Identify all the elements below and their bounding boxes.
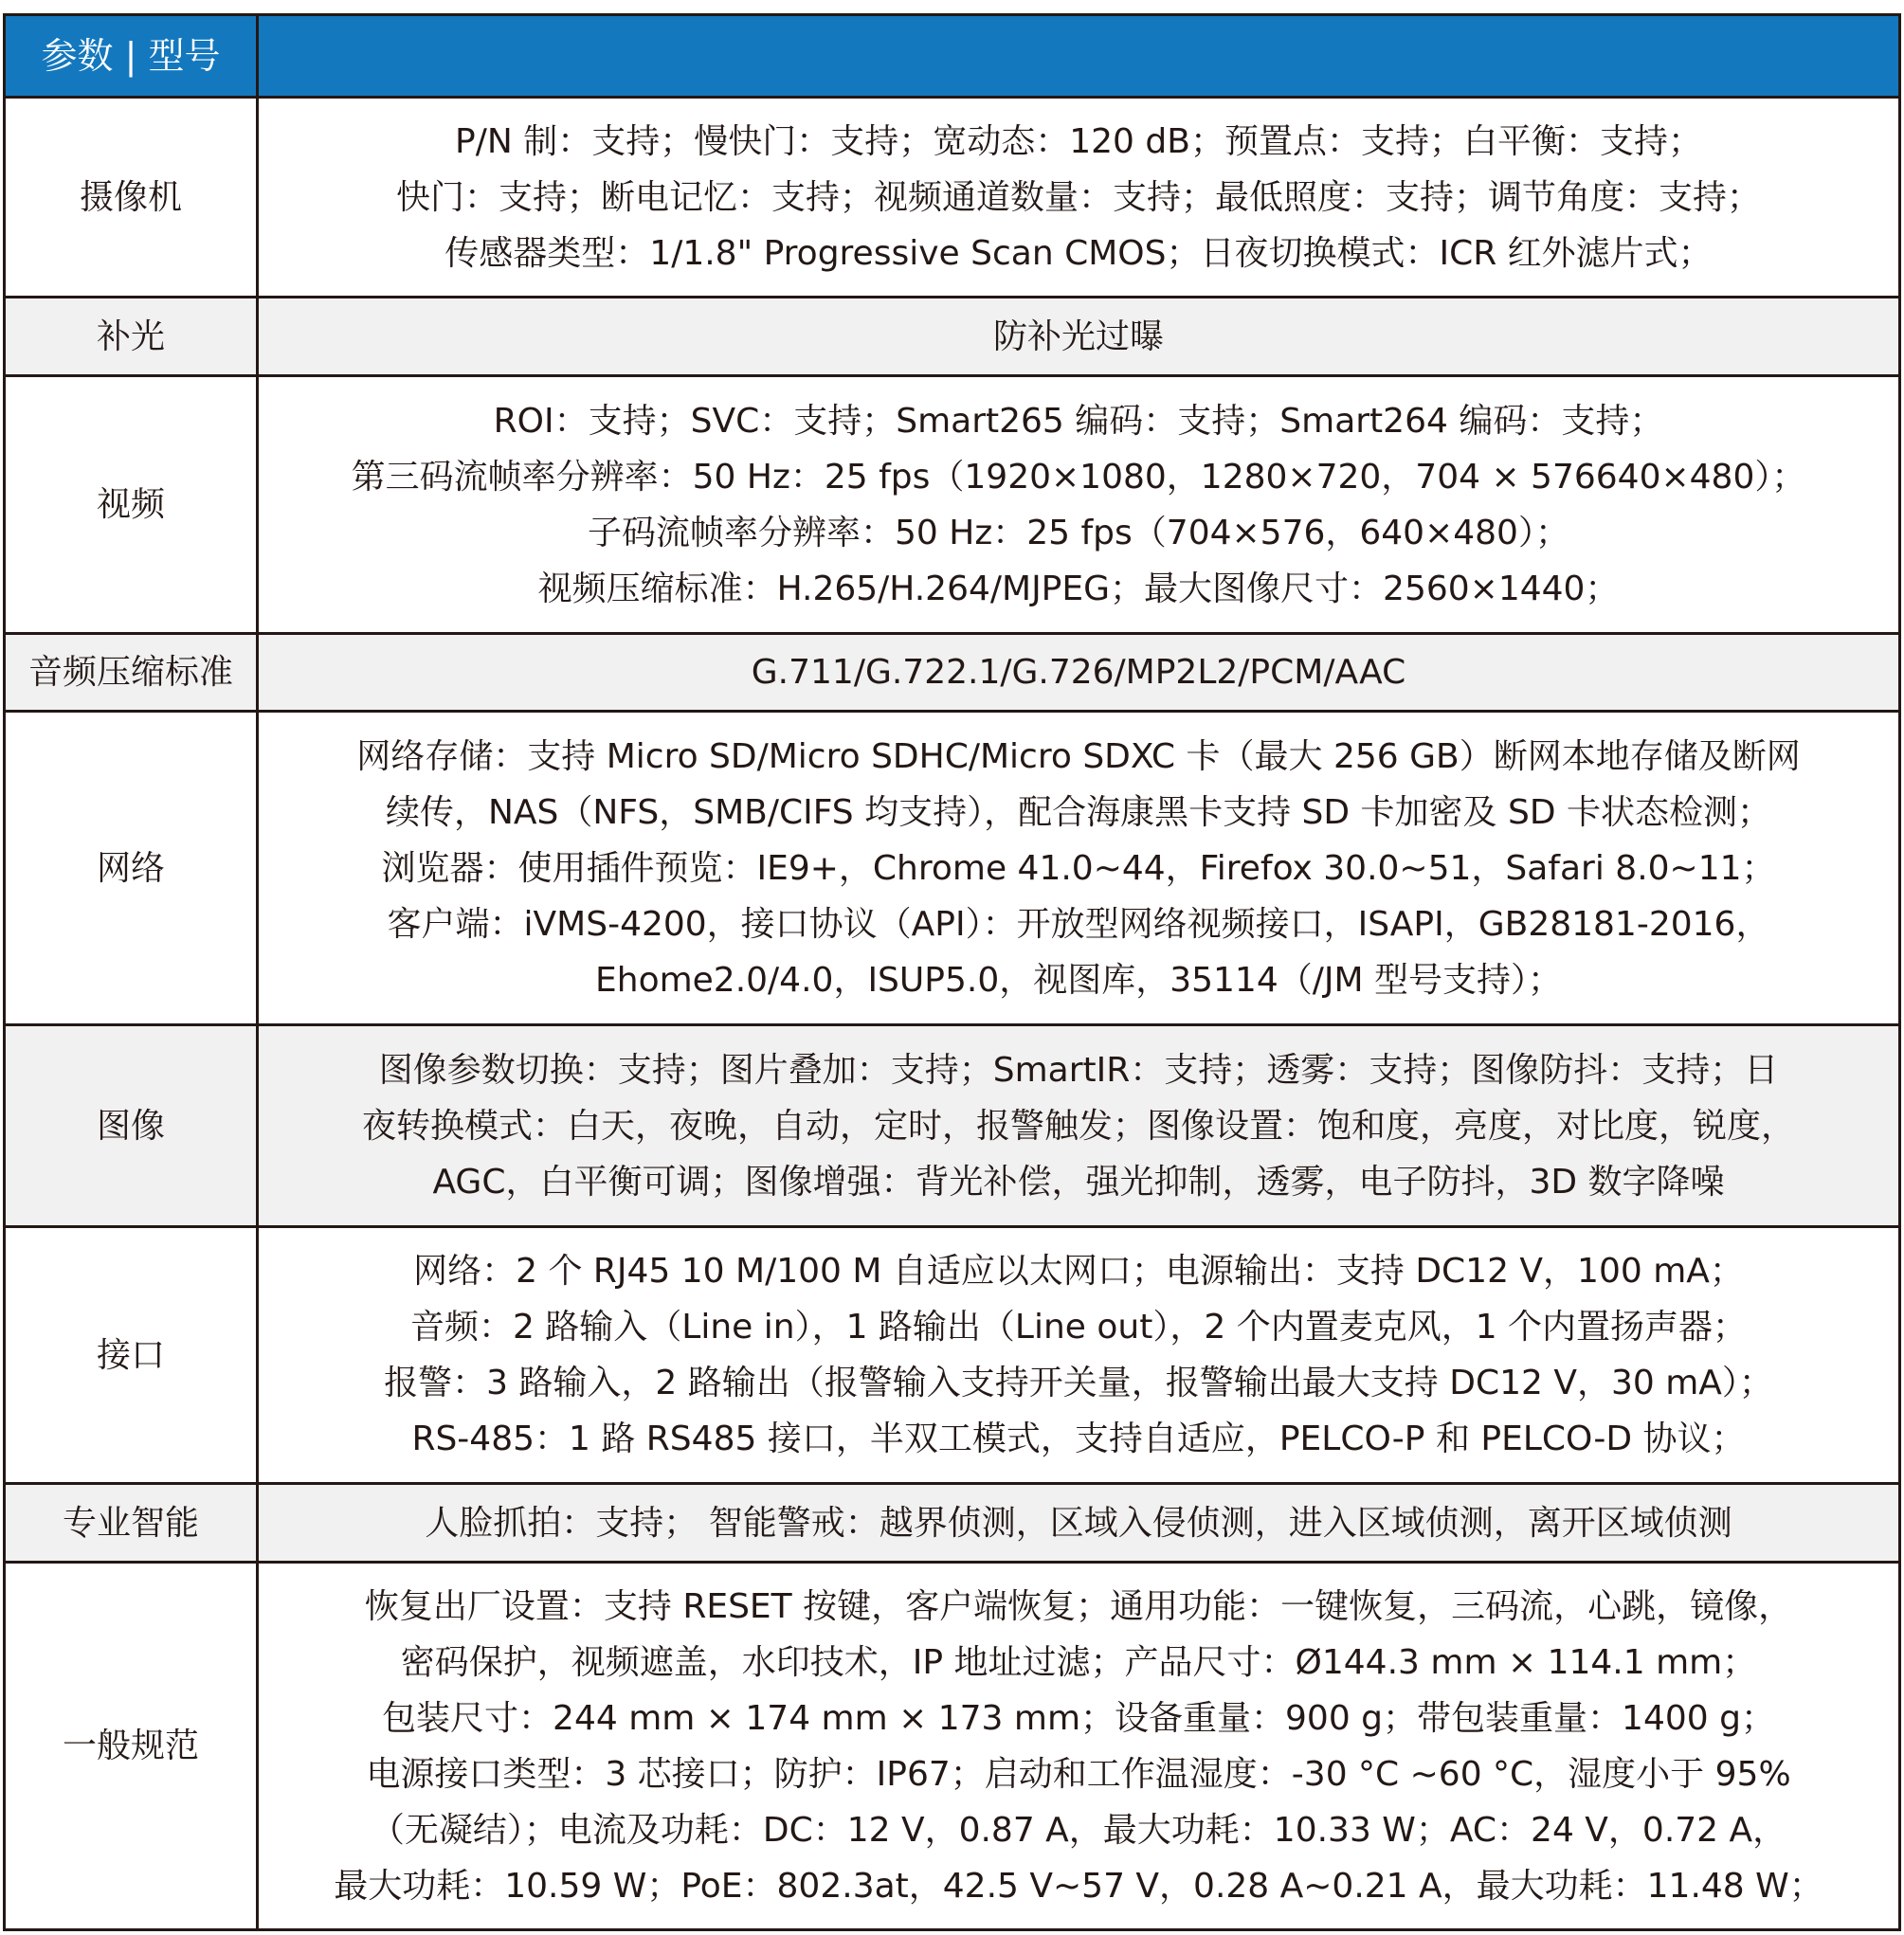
value-line: 浏览器：使用插件预览：IE9+，Chrome 41.0~44，Firefox 30.0~51，Safari 8.0~11； [381,848,1776,888]
row-label: 网络 [5,712,258,1025]
value-line: 续传，NAS（NFS，SMB/CIFS 均支持），配合海康黑卡支持 SD 卡加密及 SD 卡状态检测； [385,792,1772,832]
value-line: RS-485：1 路 RS485 接口，半双工模式，支持自适应，PELCO-P 和 PELCO-D 协议； [411,1420,1746,1458]
row-label: 一般规范 [5,1563,258,1930]
table-row [5,1025,1900,1227]
value-line: 夜转换模式：白天，夜晚，自动，定时，报警触发；图像设置：饱和度，亮度，对比度，锐度， [361,1106,1795,1146]
table-row [5,98,1900,298]
row-value [258,634,1900,712]
value-line: 图像参数切换：支持；图片叠加：支持；SmartIR：支持；透雾：支持；图像防抖：支持；日 [378,1050,1779,1090]
table-row [5,1484,1900,1563]
row-label: 补光 [5,298,258,376]
row-value [258,712,1900,1025]
row-label: 音频压缩标准 [5,634,258,712]
table-row [5,376,1900,634]
value-line: 恢复出厂设置：支持 RESET 按键，客户端恢复；通用功能：一键恢复，三码流，心跳，镜像， [364,1586,1793,1626]
value-line: 音频：2 路输入（Line in），1 路输出（Line out），2 个内置麦克风，1 个内置扬声器； [409,1308,1748,1347]
spec-table [3,13,1901,1931]
value-line: 报警：3 路输入，2 路输出（报警输入支持开关量，报警输出最大支持 DC12 V，30 mA）； [384,1364,1773,1402]
row-label: 接口 [5,1227,258,1484]
table-row [5,1563,1900,1930]
table-row [5,634,1900,712]
row-label: 专业智能 [5,1484,258,1563]
value-line: 视频压缩标准：H.265/H.264/MJPEG；最大图像尺寸：2560×1440； [537,569,1620,608]
value-line: 快门：支持；断电记忆：支持；视频通道数量：支持；最低照度：支持；调节角度：支持； [395,177,1761,217]
value-line: AGC，白平衡可调；图像增强：背光补偿，强光抑制，透雾，电子防抖，3D 数字降噪 [432,1162,1725,1202]
table-row [5,1227,1900,1484]
header-value [258,15,1900,98]
value-line: 防补光过曝 [992,316,1164,356]
value-line: 网络存储：支持 Micro SD/Micro SDHC/Micro SDXC 卡（最大 256 GB）断网本地存储及断网 [356,736,1801,776]
row-value [258,1025,1900,1227]
value-line: 电源接口类型：3 芯接口；防护：IP67；启动和工作温湿度：-30 °C ~60 °C，湿度小于 95% [366,1754,1791,1794]
value-line: Ehome2.0/4.0，ISUP5.0，视图库，35114（/JM 型号支持）； [595,960,1562,1000]
table-row [5,298,1900,376]
value-line: 包装尺寸：244 mm × 174 mm × 173 mm；设备重量：900 g；带包装重量：1400 g； [382,1698,1775,1738]
row-label: 视频 [5,376,258,634]
table-header [5,15,1900,98]
value-line: （无凝结）；电流及功耗：DC：12 V，0.87 A，最大功耗：10.33 W；AC：24 V，0.72 A， [370,1810,1787,1850]
table-row [5,712,1900,1025]
row-value [258,1563,1900,1930]
value-line: P/N 制：支持；慢快门：支持；宽动态：120 dB；预置点：支持；白平衡：支持； [455,121,1702,161]
value-line: 人脸抓拍：支持； 智能警戒：越界侦测，区域入侵侦测，进入区域侦测，离开区域侦测 [425,1503,1732,1543]
value-line: 第三码流帧率分辨率：50 Hz：25 fps（1920×1080，1280×720，704 × 576640×480）； [351,457,1806,497]
value-line: 密码保护，视频遮盖，水印技术，IP 地址过滤；产品尺寸：Ø144.3 mm × 114.1 mm； [400,1642,1757,1682]
value-line: ROI：支持；SVC：支持；Smart265 编码：支持；Smart264 编码：支持； [493,401,1664,441]
value-line: 网络：2 个 RJ45 10 M/100 M 自适应以太网口；电源输出：支持 DC12 V，100 mA； [413,1252,1744,1291]
value-line: 子码流帧率分辨率：50 Hz：25 fps（704×576，640×480）； [588,513,1569,552]
row-label: 摄像机 [5,98,258,298]
value-line: G.711/G.722.1/G.726/MP2L2/PCM/AAC [751,653,1406,692]
row-value [258,376,1900,634]
header-label: 参数 | 型号 [5,15,258,98]
value-line: 传感器类型：1/1.8" Progressive Scan CMOS；日夜切换模式：ICR 红外滤片式； [444,233,1713,273]
row-value [258,1227,1900,1484]
row-value [258,298,1900,376]
row-value [258,98,1900,298]
value-line: 最大功耗：10.59 W；PoE：802.3at，42.5 V~57 V，0.28 A~0.21 A，最大功耗：11.48 W； [334,1866,1823,1906]
row-value [258,1484,1900,1563]
row-label: 图像 [5,1025,258,1227]
value-line: 客户端：iVMS-4200，接口协议（API）：开放型网络视频接口，ISAPI，GB28181-2016， [387,904,1770,944]
